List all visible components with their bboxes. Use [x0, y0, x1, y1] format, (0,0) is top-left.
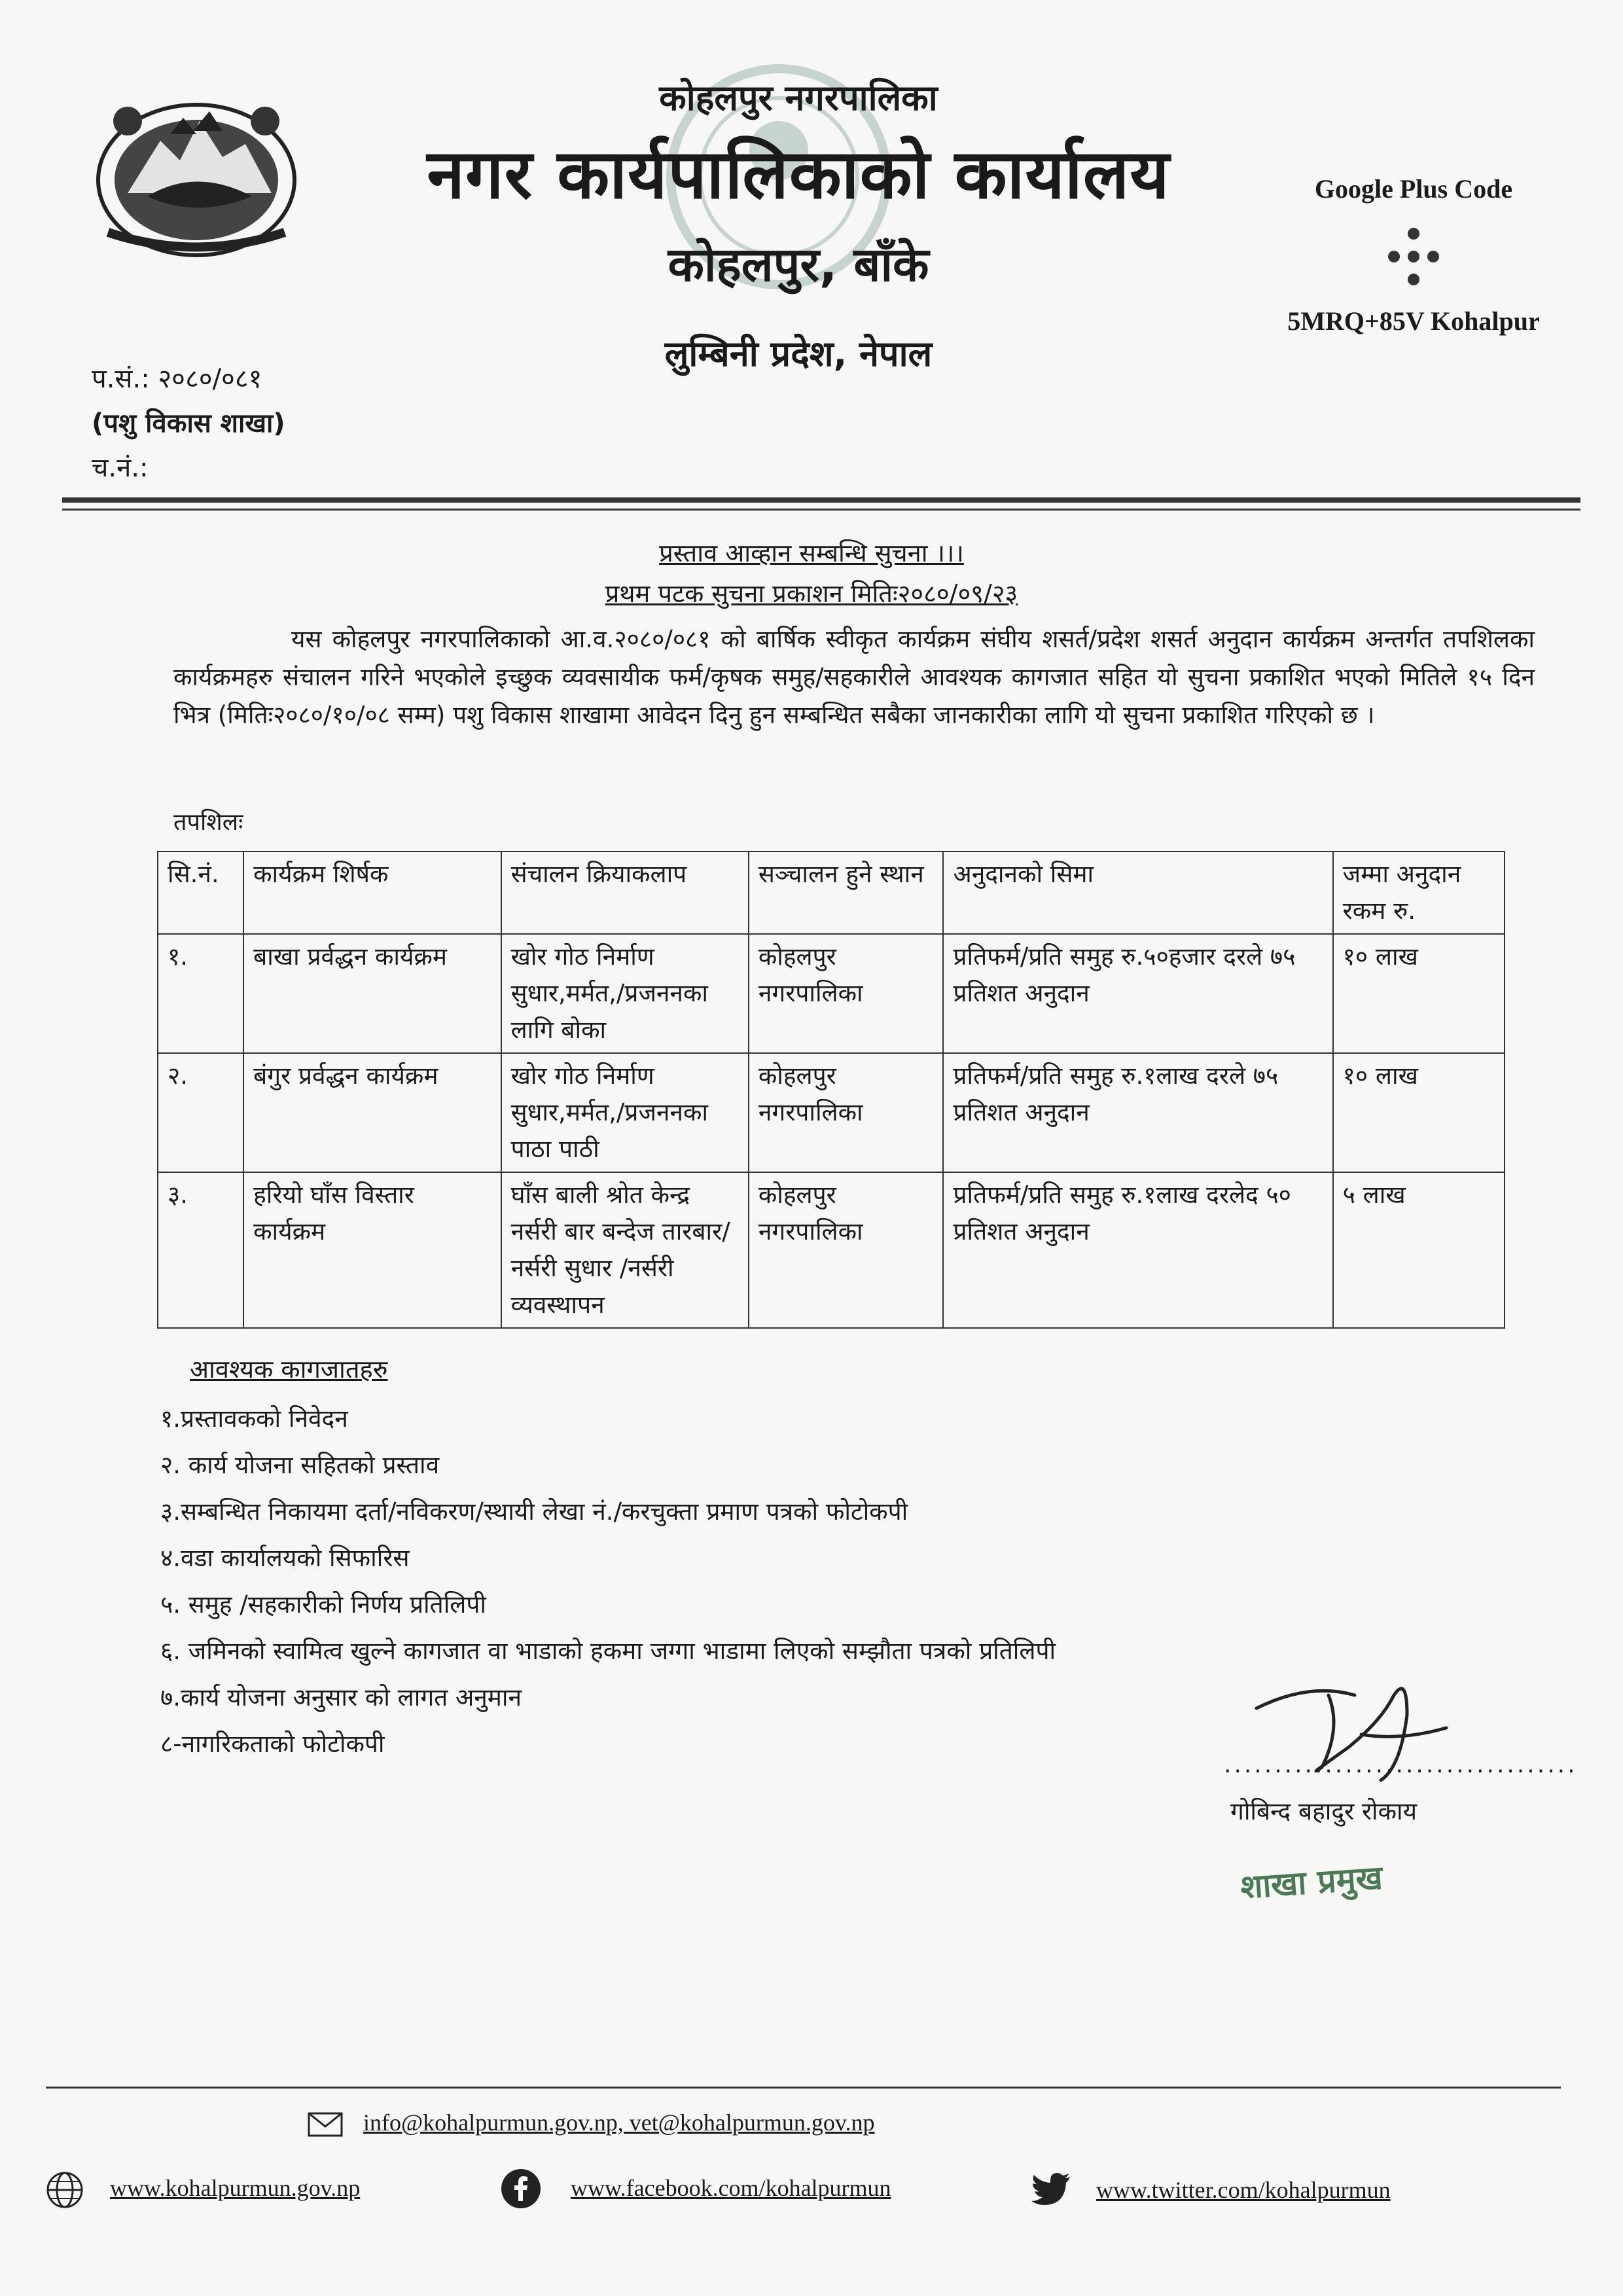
- cell-total-grant: १० लाख: [1333, 1053, 1505, 1172]
- notice-body: यस कोहलपुर नगरपालिकाको आ.व.२०८०/०८१ को बार्षिक स्वीकृत कार्यक्रम संघीय शसर्त/प्रदेश शसर्त अनुदान कार्यक्रम अन्तर्गत तपशिलका कार्यक्रमहरु संचालन गरिने भएकोले इच्छुक व्यवसायीक फर्म/कृषक समुह/सहकारीले आवश्यक कागजात सहित यो सुचना प्रकाशित भएको मितिले १५ दिन भित्र (मितिः२०८०/१०/०८ सम्म) पशु विकास शाखामा आवेदन दिनु हुन सम्बन्धित सबैका जानकारीका लागि यो सुचना प्रकाशित गरिएको छ ।: [173, 625, 1535, 729]
- cell-program: बंगुर प्रर्वद्धन कार्यक्रम: [243, 1053, 501, 1172]
- plus-code-block: [1243, 173, 1584, 336]
- signature-line: ...................................: [1224, 1751, 1578, 1778]
- requirements-title: आवश्यक कागजातहरु: [190, 1355, 388, 1384]
- list-item: ७.कार्य योजना अनुसार को लागत अनुमान: [160, 1683, 522, 1712]
- list-item: ३.सम्बन्धित निकायमा दर्ता/नविकरण/स्थायी लेखा नं./करचुक्ता प्रमाण पत्रको फोटोकपी: [160, 1498, 908, 1526]
- list-item: ५. समुह /सहकारीको निर्णय प्रतिलिपी: [160, 1590, 486, 1619]
- cell-grant-limit: प्रतिफर्म/प्रति समुह रु.१लाख दरलेद ५० प्रतिशत अनुदान: [943, 1172, 1332, 1328]
- cell-program: हरियो घाँस विस्तार कार्यक्रम: [243, 1172, 501, 1328]
- table-row: [158, 934, 1505, 1053]
- footer-website[interactable]: [110, 2174, 360, 2202]
- cell-activity: घाँस बाली श्रोत केन्द्र नर्सरी बार बन्देज तारबार/नर्सरी सुधार /नर्सरी व्यवस्थापन: [501, 1172, 749, 1328]
- cell-grant-limit: प्रतिफर्म/प्रति समुह रु.५०हजार दरले ७५ प्रतिशत अनुदान: [943, 934, 1332, 1053]
- plus-code-value: 5MRQ+85V Kohalpur: [1287, 306, 1540, 336]
- cell-location: कोहलपुर नगरपालिका: [749, 1053, 944, 1172]
- footer-email[interactable]: [363, 2109, 875, 2136]
- signatory-name: गोबिन्द बहादुर रोकाय: [1230, 1797, 1418, 1825]
- cell-program: बाखा प्रर्वद्धन कार्यक्रम: [243, 934, 501, 1053]
- col-total-grant: जम्मा अनुदान रकम रु.: [1333, 852, 1505, 934]
- list-item: ८-नागरिकताको फोटोकपी: [160, 1730, 385, 1758]
- cell-grant-limit: प्रतिफर्म/प्रति समुह रु.१लाख दरले ७५ प्रतिशत अनुदान: [943, 1053, 1332, 1172]
- designation-stamp: शाखा प्रमुख: [1239, 1858, 1384, 1907]
- facebook-link[interactable]: www.facebook.com/kohalpurmun: [571, 2175, 891, 2201]
- cell-activity: खोर गोठ निर्माण सुधार,मर्मत,/प्रजननका लागि बोका: [501, 934, 749, 1053]
- cell-serial: १.: [158, 934, 243, 1053]
- footer-divider: [46, 2087, 1561, 2089]
- branch-name: (पशु विकास शाखा): [92, 408, 285, 439]
- list-item: २. कार्य योजना सहितको प्रस्ताव: [160, 1451, 440, 1479]
- facebook-icon: [501, 2168, 541, 2209]
- cell-total-grant: १० लाख: [1333, 934, 1505, 1053]
- office-title: नगर कार्यपालिकाको कार्यालय: [427, 134, 1170, 214]
- details-label: तपशिलः: [173, 809, 243, 836]
- col-program: कार्यक्रम शिर्षक: [243, 852, 501, 934]
- footer-facebook[interactable]: [571, 2174, 891, 2202]
- cell-total-grant: ५ लाख: [1333, 1172, 1505, 1328]
- municipality-name: कोहलपुर नगरपालिका: [659, 77, 938, 118]
- cell-activity: खोर गोठ निर्माण सुधार,मर्मत,/प्रजननका पाठा पाठी: [501, 1053, 749, 1172]
- col-serial: सि.नं.: [158, 852, 243, 934]
- list-item: ४.वडा कार्यालयको सिफारिस: [160, 1544, 410, 1572]
- plus-code-title: Google Plus Code: [1314, 174, 1513, 204]
- notice-title: प्रस्ताव आव्हान सम्बन्धि सुचना ।।।: [659, 539, 964, 567]
- dispatch-number: च.नं.:: [92, 453, 149, 483]
- header-divider: [62, 497, 1580, 503]
- header-divider-thin: [62, 509, 1580, 511]
- footer-twitter[interactable]: [1096, 2176, 1391, 2204]
- province-label: लुम्बिनी प्रदेश, नेपाल: [664, 333, 933, 374]
- globe-icon: [46, 2171, 84, 2209]
- requirements-list: [160, 1401, 1056, 1772]
- col-location: सञ्चालन हुने स्थान: [749, 852, 944, 934]
- table-header-row: [158, 852, 1505, 934]
- nepal-emblem-icon: [88, 82, 304, 262]
- reference-block: [92, 357, 285, 490]
- publish-date: प्रथम पटक सुचना प्रकाशन मितिः२०८०/०९/२३: [605, 579, 1018, 608]
- plus-code-icon: [1381, 224, 1446, 289]
- cell-serial: २.: [158, 1053, 243, 1172]
- list-item: ६. जमिनको स्वामित्व खुल्ने कागजात वा भाडाको हकमा जग्गा भाडामा लिएको सम्झौता पत्रको प्रतिलिपी: [160, 1637, 1056, 1665]
- table-row: [158, 1172, 1505, 1328]
- twitter-icon: [1031, 2173, 1071, 2207]
- mail-icon: [308, 2112, 343, 2137]
- col-activity: संचालन क्रियाकलाप: [501, 852, 749, 934]
- twitter-link[interactable]: www.twitter.com/kohalpurmun: [1096, 2177, 1391, 2203]
- office-location: कोहलपुर, बाँके: [668, 237, 929, 292]
- cell-location: कोहलपुर नगरपालिका: [749, 934, 944, 1053]
- letter-number: प.सं.: २०८०/०८१: [92, 364, 262, 394]
- program-table: [157, 851, 1505, 1329]
- list-item: १.प्रस्तावकको निवेदन: [160, 1405, 348, 1433]
- email-link[interactable]: info@kohalpurmun.gov.np, vet@kohalpurmun.gov.np: [363, 2109, 875, 2136]
- cell-location: कोहलपुर नगरपालिका: [749, 1172, 944, 1328]
- cell-serial: ३.: [158, 1172, 243, 1328]
- table-row: [158, 1053, 1505, 1172]
- website-link[interactable]: www.kohalpurmun.gov.np: [110, 2175, 361, 2201]
- col-grant-limit: अनुदानको सिमा: [943, 852, 1332, 934]
